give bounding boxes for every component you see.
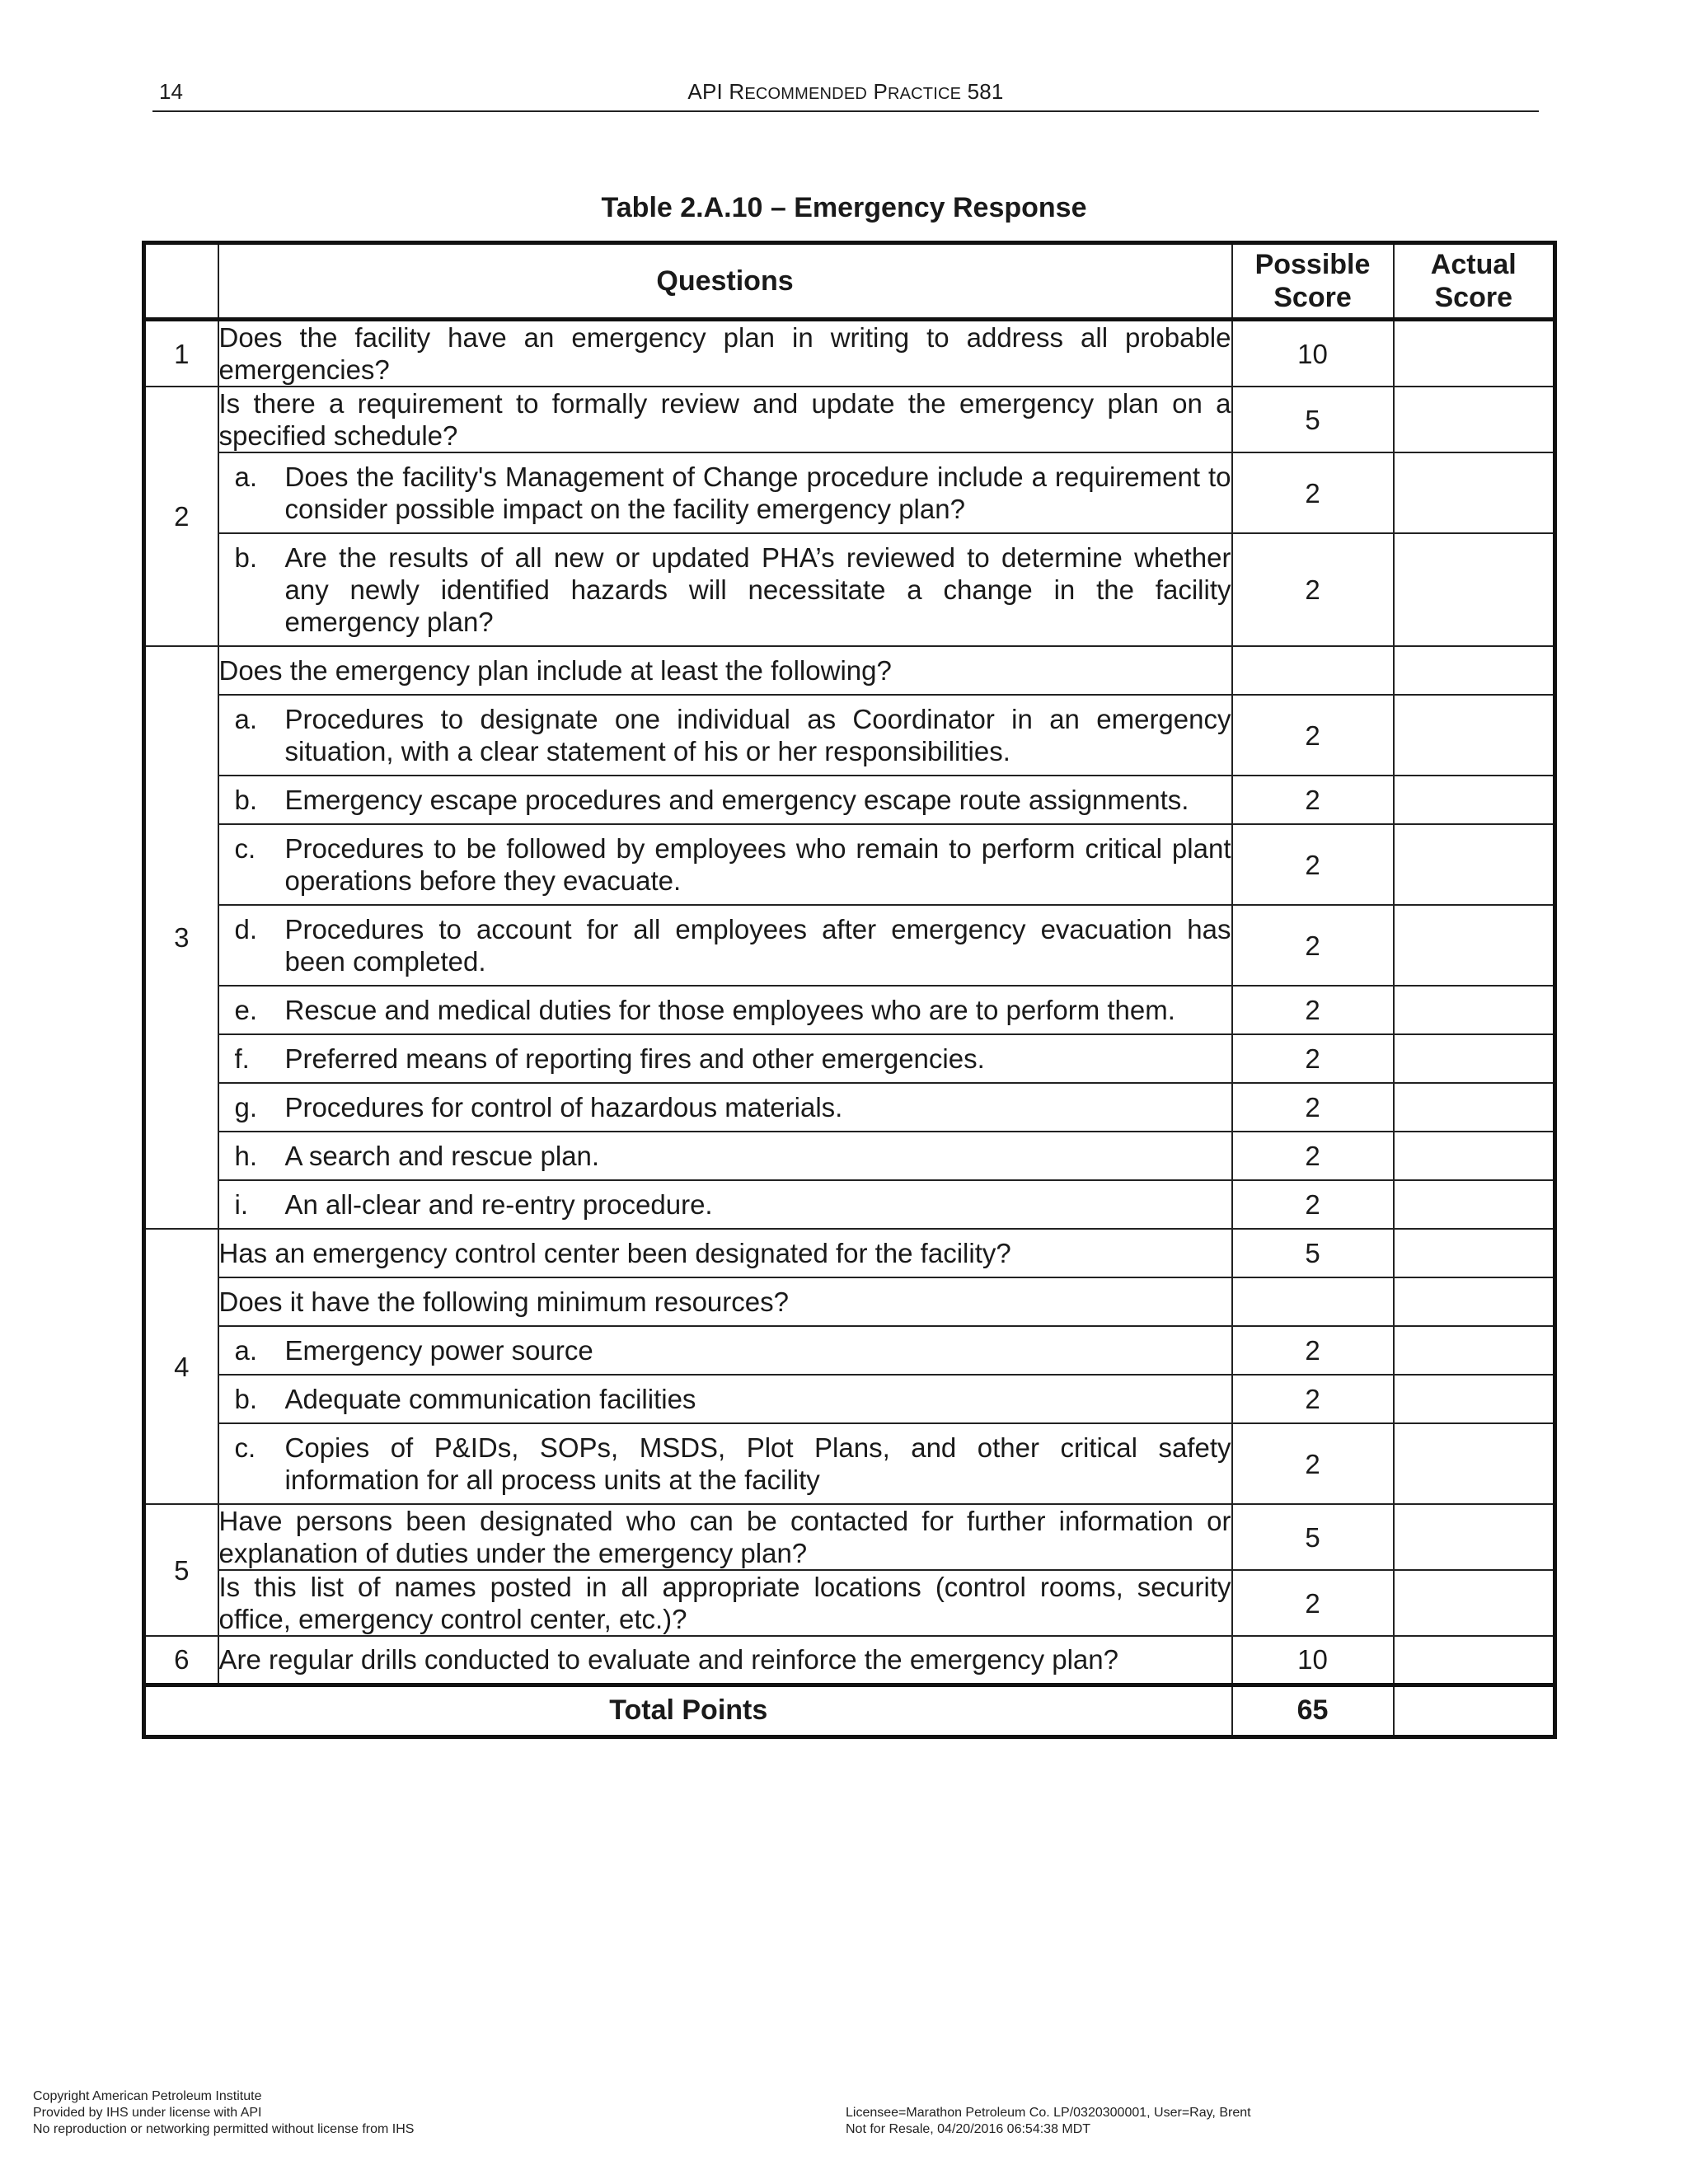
table-row xyxy=(144,1326,1555,1375)
table-row xyxy=(144,533,1555,646)
possible-score: 10 xyxy=(1232,320,1394,387)
question-subitem: c. Procedures to be followed by employees who remain to perform critical plant operations before they evacuate. xyxy=(218,824,1232,905)
table-header-row xyxy=(144,243,1555,320)
possible-score: 2 xyxy=(1232,986,1394,1034)
table-row xyxy=(144,776,1555,824)
table-row xyxy=(144,646,1555,695)
actual-score-cell[interactable] xyxy=(1394,776,1555,824)
actual-score-cell[interactable] xyxy=(1394,1132,1555,1180)
possible-score: 2 xyxy=(1232,1375,1394,1423)
question-subitem: a. Emergency power source xyxy=(218,1326,1232,1375)
actual-score-cell[interactable] xyxy=(1394,1636,1555,1685)
total-actual-score-cell[interactable] xyxy=(1394,1685,1555,1736)
question-subitem: c. Copies of P&IDs, SOPs, MSDS, Plot Plans, and other critical safety information for all process units at the facility xyxy=(218,1423,1232,1504)
question-number: 6 xyxy=(144,1636,218,1685)
actual-score-cell[interactable] xyxy=(1394,533,1555,646)
table-row xyxy=(144,824,1555,905)
footer-copyright xyxy=(33,2088,414,2138)
question-subitem: a. Procedures to designate one individual as Coordinator in an emergency situation, with a clear statement of his or her responsibilities. xyxy=(218,695,1232,776)
running-title: API RECOMMENDED PRACTICE 581 xyxy=(687,79,1004,104)
table-row xyxy=(144,1180,1555,1229)
question-number: 5 xyxy=(144,1504,218,1636)
possible-score: 2 xyxy=(1232,1326,1394,1375)
possible-score: 2 xyxy=(1232,1132,1394,1180)
table-title: Table 2.A.10 – Emergency Response xyxy=(601,192,1087,223)
question-subitem: f. Preferred means of reporting fires and other emergencies. xyxy=(218,1034,1232,1083)
question-subitem: g. Procedures for control of hazardous materials. xyxy=(218,1083,1232,1132)
question-subitem: b. Adequate communication facilities xyxy=(218,1375,1232,1423)
table-row xyxy=(144,1083,1555,1132)
table-row xyxy=(144,1423,1555,1504)
footer-line: No reproduction or networking permitted without license from IHS xyxy=(33,2122,415,2136)
table-row xyxy=(144,452,1555,533)
possible-score: 2 xyxy=(1232,776,1394,824)
question-subitem: h. A search and rescue plan. xyxy=(218,1132,1232,1180)
actual-score-cell[interactable] xyxy=(1394,387,1555,452)
total-label: Total Points xyxy=(144,1685,1232,1736)
actual-score-cell[interactable] xyxy=(1394,695,1555,776)
question-text: Is this list of names posted in all appropriate locations (control rooms, security office, emergency control center, etc.)? xyxy=(218,1572,1231,1634)
table-row xyxy=(144,1132,1555,1180)
possible-score: 2 xyxy=(1232,1570,1394,1636)
question-number: 4 xyxy=(144,1229,218,1504)
possible-score: 10 xyxy=(1232,1636,1394,1685)
question-subitem: b. Are the results of all new or updated PHA’s reviewed to determine whether any newly identified hazards will necessitate a change in the facility emergency plan? xyxy=(218,533,1232,646)
question-text: Has an emergency control center been designated for the facility? xyxy=(218,1229,1232,1277)
question-text: Does the facility have an emergency plan in writing to address all probable emergencies? xyxy=(218,320,1232,387)
possible-score: 5 xyxy=(1232,1229,1394,1277)
table-row xyxy=(144,1375,1555,1423)
actual-score-cell[interactable] xyxy=(1394,1570,1555,1636)
question-number: 2 xyxy=(144,387,218,646)
question-text: Have persons been designated who can be contacted for further information or explanation of duties under the emergency plan? xyxy=(218,1506,1231,1568)
actual-score-cell[interactable] xyxy=(1394,824,1555,905)
question-subitem: e. Rescue and medical duties for those employees who are to perform them. xyxy=(218,986,1232,1034)
actual-score-cell[interactable] xyxy=(1394,1180,1555,1229)
header-number-cell xyxy=(144,243,218,320)
possible-score xyxy=(1232,1277,1394,1326)
actual-score-cell[interactable] xyxy=(1394,1034,1555,1083)
total-row xyxy=(144,1685,1555,1736)
footer-line: Provided by IHS under license with API xyxy=(33,2106,262,2120)
actual-score-cell[interactable] xyxy=(1394,1229,1555,1277)
table-row xyxy=(144,695,1555,776)
possible-score: 2 xyxy=(1232,1083,1394,1132)
header-questions: Questions xyxy=(218,243,1232,320)
table-row xyxy=(144,1277,1555,1326)
table-row xyxy=(144,320,1555,387)
question-subitem: a. Does the facility's Management of Change procedure include a requirement to consider possible impact on the facility emergency plan? xyxy=(218,452,1232,533)
actual-score-cell[interactable] xyxy=(1394,1423,1555,1504)
footer-line: Licensee=Marathon Petroleum Co. LP/0320300001, User=Ray, Brent xyxy=(846,2106,1251,2120)
possible-score: 2 xyxy=(1232,695,1394,776)
possible-score: 2 xyxy=(1232,824,1394,905)
actual-score-cell[interactable] xyxy=(1394,1277,1555,1326)
header-possible-score: Possible Score xyxy=(1232,243,1394,320)
question-number: 1 xyxy=(144,320,218,387)
actual-score-cell[interactable] xyxy=(1394,1504,1555,1570)
possible-score: 2 xyxy=(1232,1423,1394,1504)
footer-line: Not for Resale, 04/20/2016 06:54:38 MDT xyxy=(846,2122,1091,2136)
question-text: Are regular drills conducted to evaluate and reinforce the emergency plan? xyxy=(218,1636,1232,1685)
running-header xyxy=(152,79,1539,112)
actual-score-cell[interactable] xyxy=(1394,452,1555,533)
question-number: 3 xyxy=(144,646,218,1229)
actual-score-cell[interactable] xyxy=(1394,320,1555,387)
table-row xyxy=(144,986,1555,1034)
actual-score-cell[interactable] xyxy=(1394,1326,1555,1375)
actual-score-cell[interactable] xyxy=(1394,986,1555,1034)
question-text: Does the emergency plan include at least the following? xyxy=(218,646,1232,695)
table-row xyxy=(144,1570,1555,1636)
actual-score-cell[interactable] xyxy=(1394,1083,1555,1132)
question-subitem: i. An all-clear and re-entry procedure. xyxy=(218,1180,1232,1229)
question-text: Does it have the following minimum resources? xyxy=(218,1277,1232,1326)
actual-score-cell[interactable] xyxy=(1394,1375,1555,1423)
footer-license xyxy=(846,2105,1251,2138)
question-text: Is there a requirement to formally review and update the emergency plan on a specified schedule? xyxy=(218,388,1231,451)
footer-line: Copyright American Petroleum Institute xyxy=(33,2089,262,2103)
possible-score: 5 xyxy=(1232,387,1394,452)
possible-score: 2 xyxy=(1232,905,1394,986)
possible-score: 5 xyxy=(1232,1504,1394,1570)
actual-score-cell[interactable] xyxy=(1394,646,1555,695)
table-row xyxy=(144,387,1555,452)
possible-score: 2 xyxy=(1232,1034,1394,1083)
actual-score-cell[interactable] xyxy=(1394,905,1555,986)
possible-score: 2 xyxy=(1232,1180,1394,1229)
possible-score: 2 xyxy=(1232,452,1394,533)
question-subitem: d. Procedures to account for all employees after emergency evacuation has been completed. xyxy=(218,905,1232,986)
total-possible-score: 65 xyxy=(1232,1685,1394,1736)
possible-score: 2 xyxy=(1232,533,1394,646)
table-row xyxy=(144,1636,1555,1685)
question-subitem: b. Emergency escape procedures and emergency escape route assignments. xyxy=(218,776,1232,824)
possible-score xyxy=(1232,646,1394,695)
page-number: 14 xyxy=(159,79,183,104)
table-row xyxy=(144,1504,1555,1570)
table-row xyxy=(144,1034,1555,1083)
header-actual-score: Actual Score xyxy=(1394,243,1555,320)
table-row xyxy=(144,905,1555,986)
table-row xyxy=(144,1229,1555,1277)
emergency-response-table xyxy=(142,241,1557,1739)
